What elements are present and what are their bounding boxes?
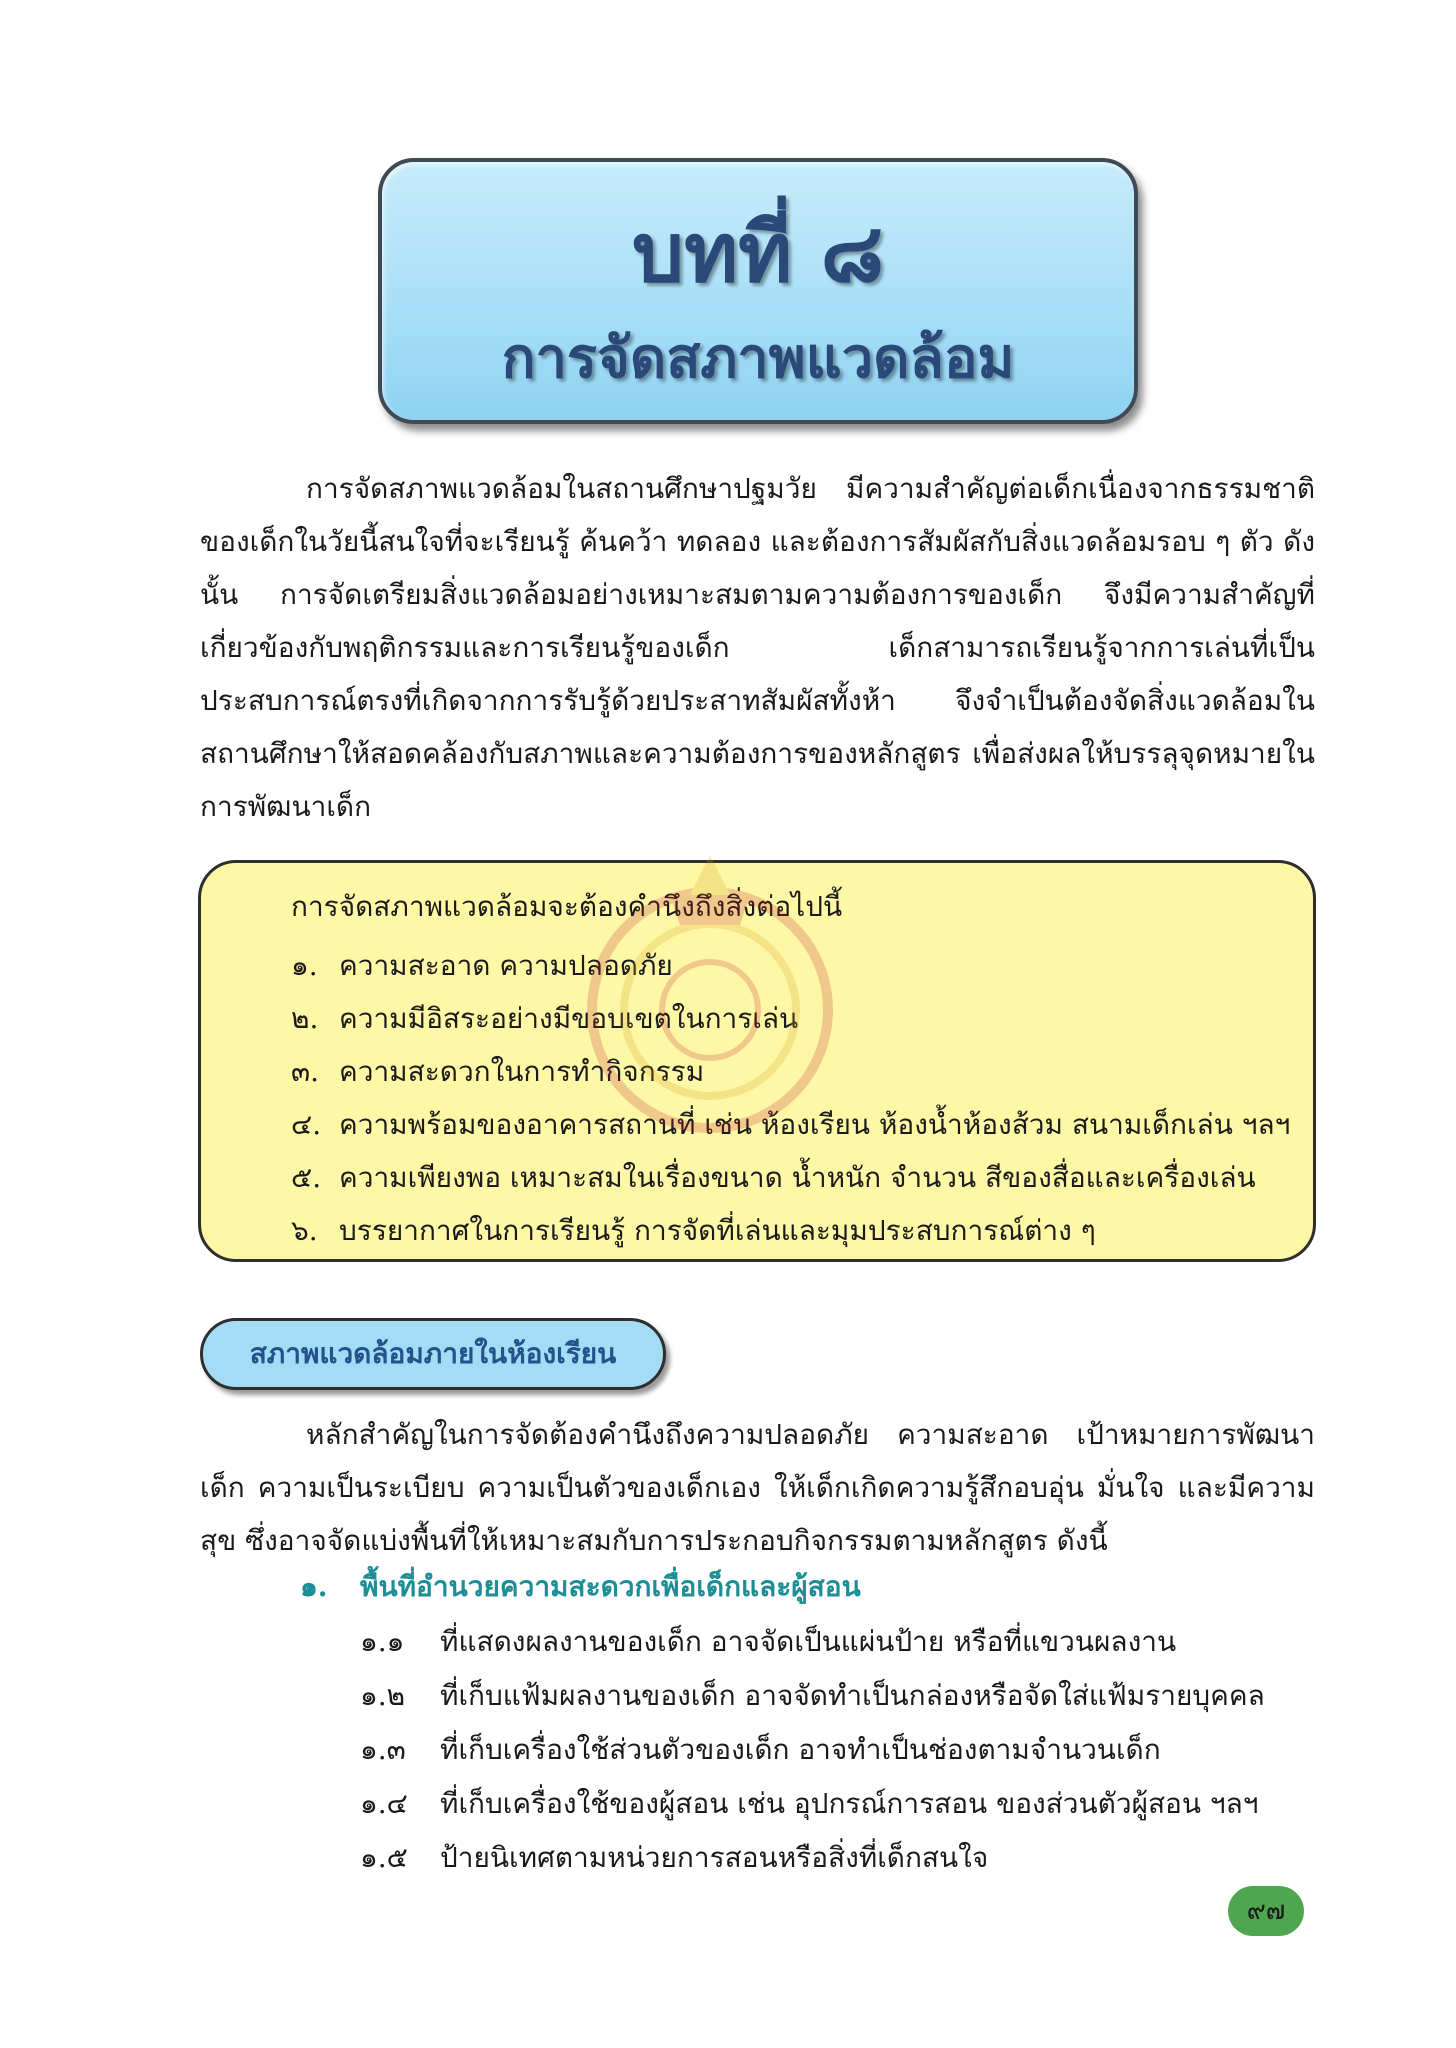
facilities-list bbox=[360, 1615, 1320, 1885]
considerations-heading: การจัดสภาพแวดล้อมจะต้องคำนึงถึงสิ่งต่อไปนี้ bbox=[291, 890, 843, 923]
section-paragraph: หลักสำคัญในการจัดต้องคำนึงถึงความปลอดภัย ความสะอาด เป้าหมายการพัฒนาเด็ก ความเป็นระเบียบ ความเป็นตัวของเด็กเอง ให้เด็กเกิดความรู้สึกอบอุ่น มั่นใจ และมีความสุข ซึ่งอาจจัดแบ่งพื้นที่ให้เหมาะสมกับการประกอบกิจกรรมตามหลักสูตร ดังนี้ bbox=[200, 1418, 1315, 1557]
list-item bbox=[360, 1723, 1320, 1777]
sub-heading bbox=[300, 1560, 861, 1613]
item-number: ๖. bbox=[291, 1214, 318, 1247]
item-text: บรรยากาศในการเรียนรู้ การจัดที่เล่นและมุมประสบการณ์ต่าง ๆ bbox=[339, 1214, 1096, 1247]
item-number: ๑.๔ bbox=[360, 1787, 408, 1820]
item-number: ๑.๑ bbox=[360, 1625, 405, 1658]
list-item bbox=[291, 1151, 1291, 1204]
item-text: ความมีอิสระอย่างมีขอบเขตในการเล่น bbox=[339, 1002, 799, 1035]
item-number: ๑.๕ bbox=[360, 1841, 408, 1874]
chapter-title: การจัดสภาพแวดล้อม bbox=[501, 325, 1015, 391]
list-item bbox=[291, 992, 1291, 1045]
list-item bbox=[360, 1831, 1320, 1885]
considerations-box bbox=[198, 860, 1316, 1262]
sub-heading-number: ๑. bbox=[300, 1570, 328, 1603]
item-number: ๒. bbox=[291, 1002, 319, 1035]
considerations-list bbox=[291, 939, 1291, 1257]
item-number: ๓. bbox=[291, 1055, 320, 1088]
section-body bbox=[200, 1408, 1315, 1567]
chapter-title-box bbox=[378, 158, 1138, 424]
list-item bbox=[360, 1669, 1320, 1723]
item-text: ความสะอาด ความปลอดภัย bbox=[339, 949, 673, 982]
item-text: ที่เก็บเครื่องใช้ของผู้สอน เช่น อุปกรณ์การสอน ของส่วนตัวผู้สอน ฯลฯ bbox=[440, 1787, 1259, 1820]
list-item bbox=[360, 1777, 1320, 1831]
item-number: ๔. bbox=[291, 1108, 322, 1141]
item-text: ความพร้อมของอาคารสถานที่ เช่น ห้องเรียน ห้องน้ำห้องส้วม สนามเด็กเล่น ฯลฯ bbox=[339, 1108, 1291, 1141]
item-number: ๑.๓ bbox=[360, 1733, 406, 1766]
list-item bbox=[291, 939, 1291, 992]
list-item bbox=[360, 1615, 1320, 1669]
page-number: ๙๗ bbox=[1228, 1886, 1304, 1936]
list-item bbox=[291, 1045, 1291, 1098]
item-number: ๑.๒ bbox=[360, 1679, 406, 1712]
intro-section bbox=[200, 462, 1315, 833]
section-title-badge: สภาพแวดล้อมภายในห้องเรียน bbox=[200, 1318, 666, 1390]
sub-heading-text: พื้นที่อำนวยความสะดวกเพื่อเด็กและผู้สอน bbox=[360, 1570, 861, 1603]
item-text: ที่เก็บเครื่องใช้ส่วนตัวของเด็ก อาจทำเป็นช่องตามจำนวนเด็ก bbox=[440, 1733, 1161, 1766]
item-text: ที่เก็บแฟ้มผลงานของเด็ก อาจจัดทำเป็นกล่องหรือจัดใส่แฟ้มรายบุคคล bbox=[440, 1679, 1265, 1712]
list-item bbox=[291, 1204, 1291, 1257]
chapter-number: บทที่ ๘ bbox=[632, 205, 884, 301]
item-text: ที่แสดงผลงานของเด็ก อาจจัดเป็นแผ่นป้าย หรือที่แขวนผลงาน bbox=[440, 1625, 1177, 1658]
item-text: ความสะดวกในการทำกิจกรรม bbox=[339, 1055, 705, 1088]
item-number: ๑. bbox=[291, 949, 318, 982]
intro-paragraph: การจัดสภาพแวดล้อมในสถานศึกษาปฐมวัย มีความสำคัญต่อเด็กเนื่องจากธรรมชาติของเด็กในวัยนี้สนใจที่จะเรียนรู้ ค้นคว้า ทดลอง และต้องการสัมผัสกับสิ่งแวดล้อมรอบ ๆ ตัว ดังนั้น การจัดเตรียมสิ่งแวดล้อมอย่างเหมาะสมตามความต้องการของเด็ก จึงมีความสำคัญที่เกี่ยวข้องกับพฤติกรรมและการเรียนรู้ของเด็ก เด็กสามารถเรียนรู้จากการเล่นที่เป็นประสบการณ์ตรงที่เกิดจากการรับรู้ด้วยประสาทสัมผัสทั้งห้า จึงจำเป็นต้องจัดสิ่งแวดล้อมในสถานศึกษาให้สอดคล้องกับสภาพและความต้องการของหลักสูตร เพื่อส่งผลให้บรรลุจุดหมายในการพัฒนาเด็ก bbox=[200, 472, 1315, 823]
item-text: ความเพียงพอ เหมาะสมในเรื่องขนาด น้ำหนัก จำนวน สีของสื่อและเครื่องเล่น bbox=[339, 1161, 1256, 1194]
item-number: ๕. bbox=[291, 1161, 322, 1194]
list-item bbox=[291, 1098, 1291, 1151]
item-text: ป้ายนิเทศตามหน่วยการสอนหรือสิ่งที่เด็กสนใจ bbox=[440, 1841, 989, 1874]
